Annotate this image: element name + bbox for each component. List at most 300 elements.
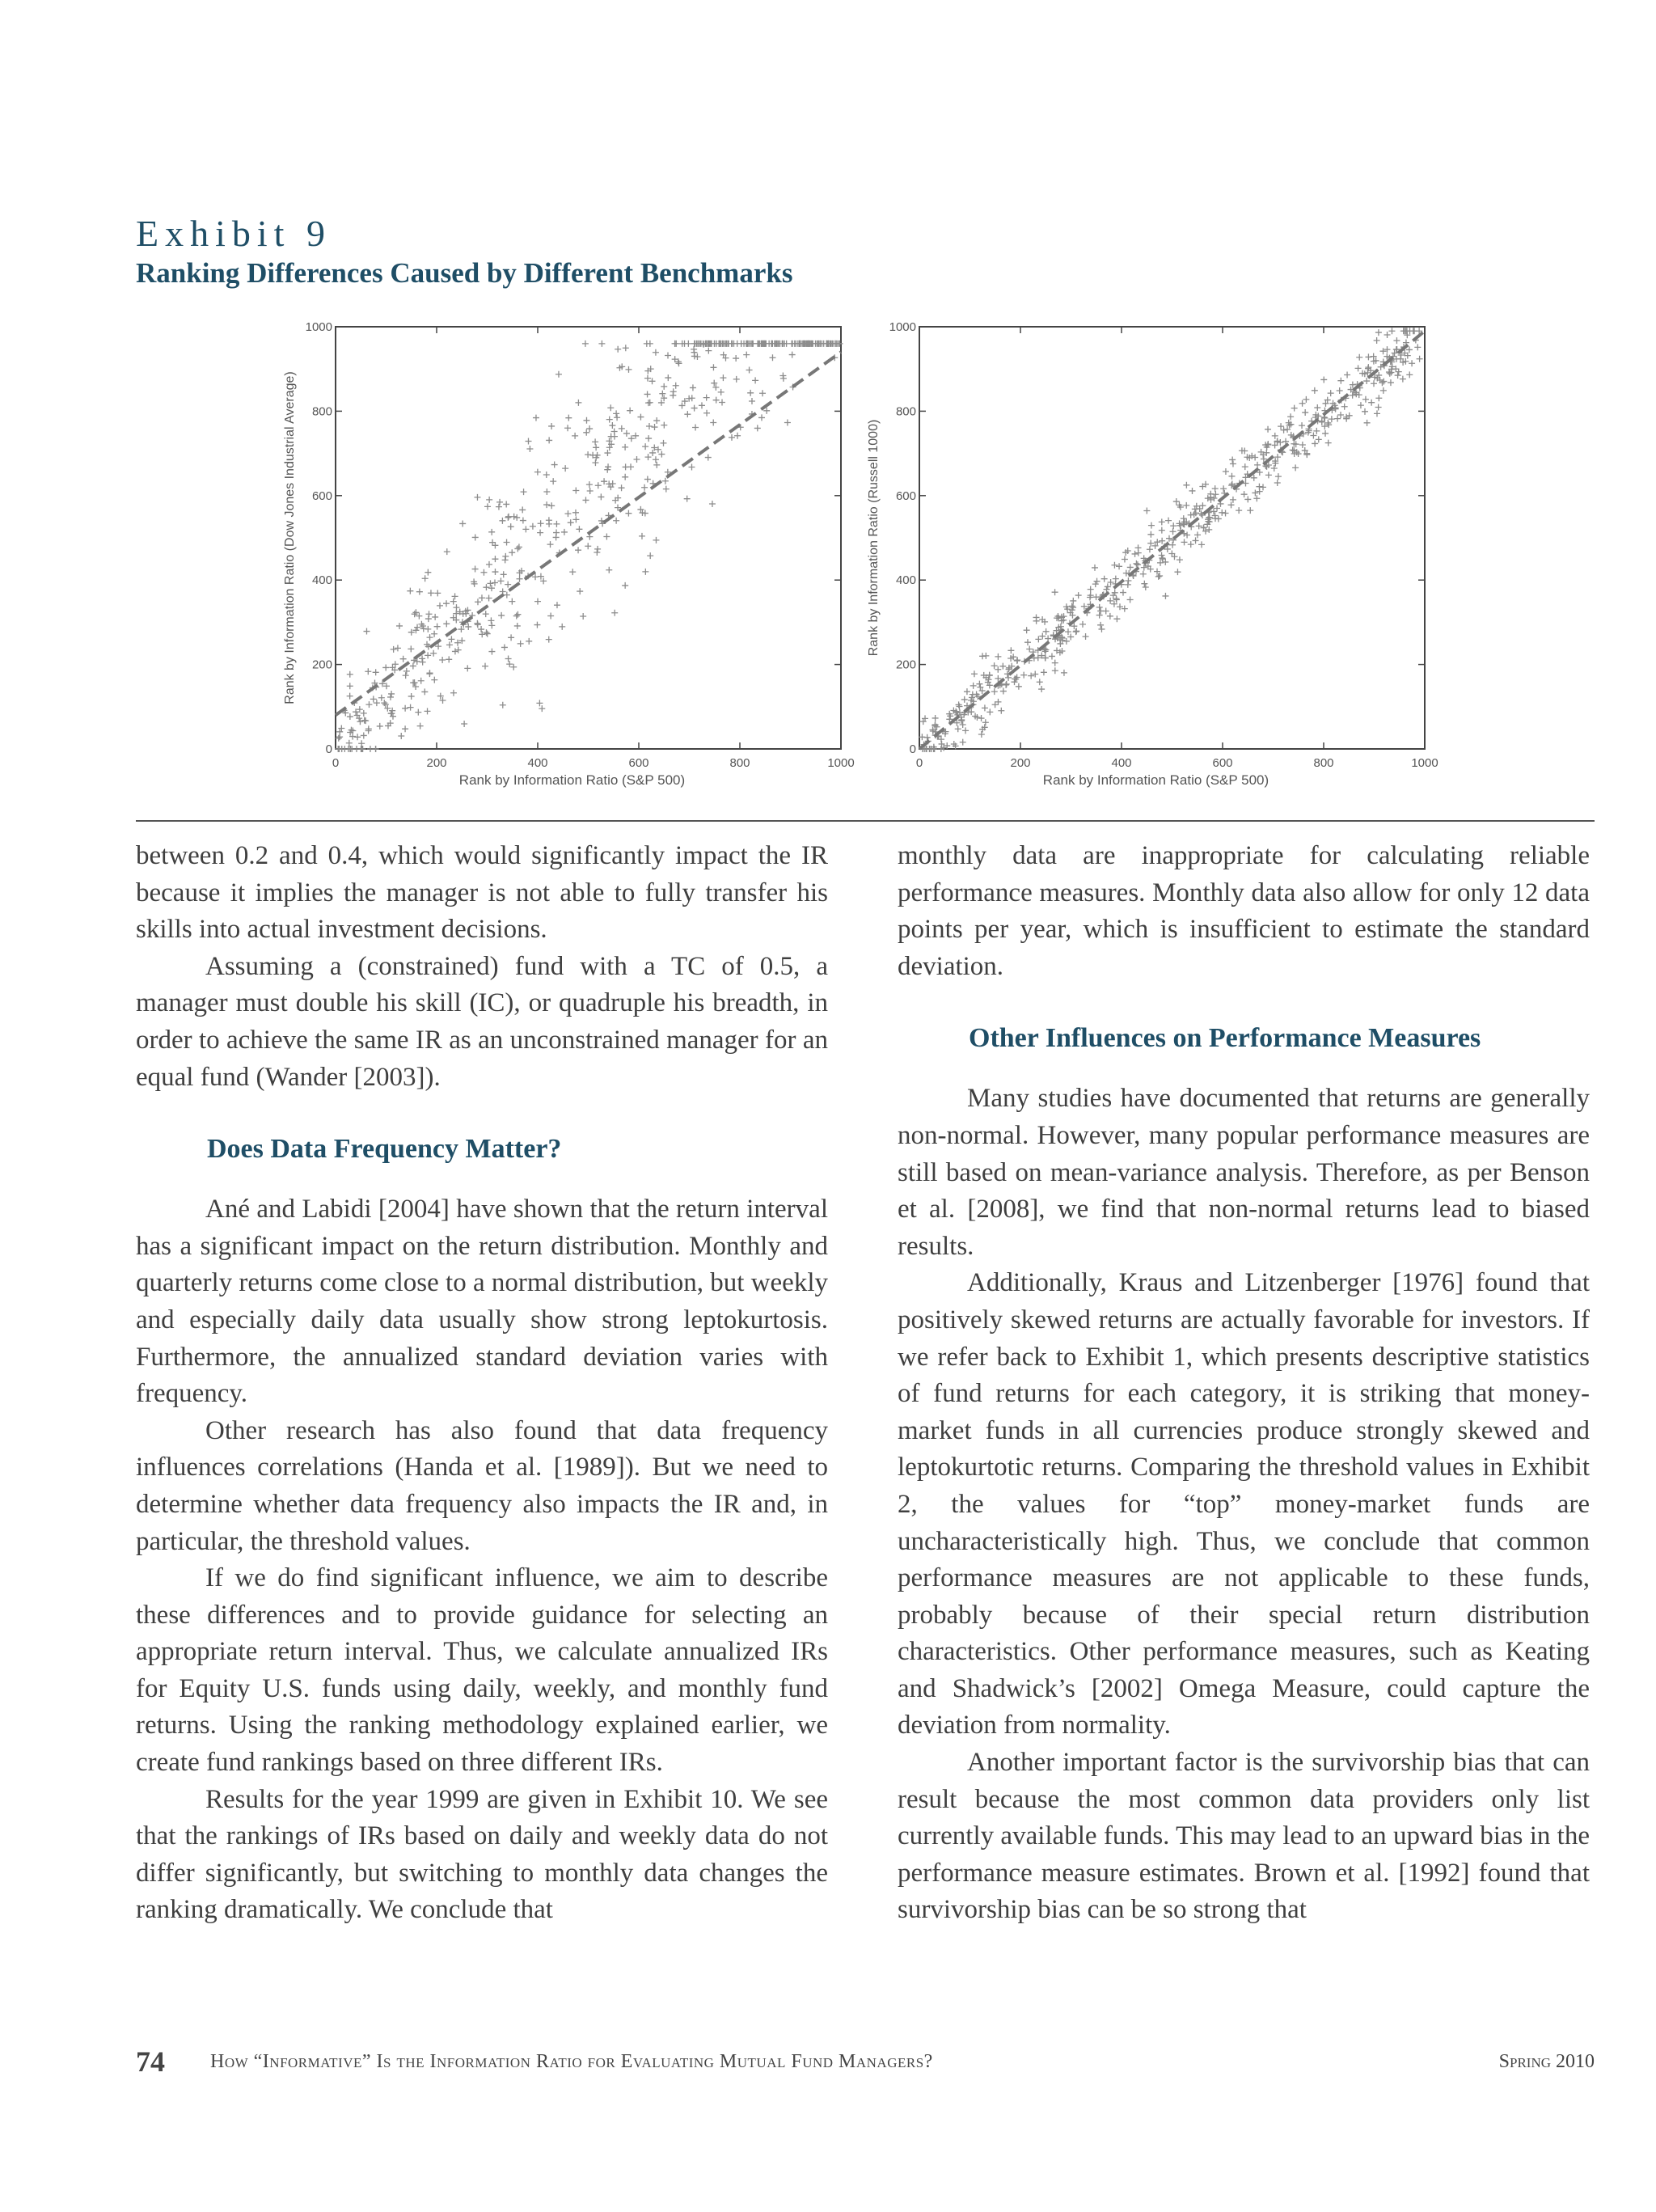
data-point — [1328, 390, 1334, 396]
data-point — [514, 623, 521, 629]
data-point — [995, 653, 1001, 660]
data-point — [647, 400, 653, 406]
data-point — [1159, 518, 1165, 525]
data-point — [562, 465, 568, 472]
data-point — [659, 391, 665, 397]
data-point — [661, 422, 667, 429]
data-point — [510, 664, 517, 670]
data-point — [1395, 372, 1401, 379]
data-point — [420, 659, 426, 666]
data-point — [509, 549, 515, 556]
data-point — [1337, 378, 1344, 384]
data-point — [362, 717, 369, 724]
data-point — [1322, 430, 1329, 437]
data-point — [1214, 505, 1220, 511]
data-point — [415, 709, 421, 716]
data-point — [534, 469, 541, 476]
data-point — [407, 588, 413, 594]
y-tick-label: 800 — [311, 404, 332, 419]
data-point — [1362, 396, 1369, 403]
data-point — [592, 438, 598, 445]
data-point — [539, 705, 545, 712]
data-point — [452, 593, 458, 599]
data-point — [377, 723, 383, 730]
data-point — [553, 521, 560, 527]
data-point — [1143, 584, 1149, 590]
data-point — [391, 646, 397, 653]
data-point — [956, 704, 962, 710]
data-point — [1275, 473, 1282, 480]
data-point — [431, 677, 437, 683]
data-point — [1220, 485, 1227, 492]
data-point — [483, 584, 489, 590]
data-point — [488, 529, 495, 535]
data-point — [609, 422, 615, 429]
x-tick-label: 0 — [332, 756, 340, 770]
section-heading: Other Influences on Performance Measures — [969, 1023, 1481, 1054]
data-point — [1083, 633, 1089, 640]
data-point — [684, 411, 691, 417]
data-point — [548, 502, 555, 509]
data-point — [1292, 464, 1299, 471]
data-point — [1380, 379, 1387, 385]
data-point — [347, 693, 353, 700]
page-footer — [136, 2045, 1595, 2082]
data-point — [1414, 344, 1421, 350]
data-point — [496, 504, 502, 510]
data-point — [546, 437, 552, 443]
data-point — [642, 443, 648, 450]
data-point — [1215, 515, 1222, 522]
data-point — [547, 612, 554, 619]
data-point — [548, 423, 555, 429]
data-point — [483, 611, 489, 617]
issue-date: Spring 2010 — [1498, 2051, 1595, 2072]
data-point — [1113, 615, 1120, 622]
data-point — [1252, 455, 1258, 461]
data-point — [504, 539, 510, 545]
data-point — [349, 746, 355, 752]
data-point — [492, 556, 498, 562]
data-point — [999, 663, 1006, 670]
data-point — [1320, 376, 1327, 383]
exhibit-label: Exhibit 9 — [136, 213, 332, 254]
data-point — [1400, 376, 1406, 383]
data-point — [446, 641, 453, 648]
data-point — [1374, 410, 1380, 417]
y-tick-label: 0 — [909, 742, 916, 756]
data-point — [1310, 432, 1316, 438]
data-point — [1236, 507, 1242, 514]
data-point — [982, 653, 989, 659]
data-point — [561, 529, 568, 535]
data-point — [526, 446, 533, 452]
data-point — [1101, 576, 1108, 582]
data-point — [502, 553, 509, 560]
data-point — [520, 518, 526, 524]
data-point — [1388, 328, 1395, 334]
paragraph: between 0.2 and 0.4, which would significantly impact the IR because it implies the manager is not able to fully transfer his skills into actual investment decisions. — [136, 841, 828, 945]
data-point — [508, 523, 514, 530]
data-point — [644, 375, 651, 382]
data-point — [428, 590, 434, 596]
data-point — [1316, 436, 1322, 442]
data-point — [752, 377, 758, 383]
y-tick-label: 600 — [895, 489, 916, 503]
data-point — [1312, 387, 1318, 394]
data-point — [1274, 480, 1281, 486]
data-point — [622, 582, 628, 589]
data-point — [1061, 670, 1067, 676]
data-point — [572, 516, 579, 522]
data-point — [982, 704, 988, 711]
data-point — [492, 569, 498, 575]
data-point — [1170, 522, 1177, 529]
data-point — [1230, 460, 1236, 467]
data-point — [1312, 440, 1318, 446]
data-point — [710, 364, 716, 370]
data-point — [1024, 639, 1031, 645]
data-point — [479, 594, 485, 601]
data-point — [478, 626, 484, 632]
data-point — [443, 620, 450, 627]
data-point — [403, 672, 409, 679]
data-point — [580, 613, 586, 620]
data-point — [1302, 409, 1308, 416]
data-point — [593, 444, 599, 450]
data-point — [615, 346, 621, 353]
data-point — [1049, 653, 1055, 659]
data-point — [1291, 405, 1298, 412]
data-point — [1135, 544, 1142, 551]
data-point — [1170, 528, 1177, 535]
data-point — [1334, 416, 1341, 422]
data-point — [543, 489, 550, 495]
data-point — [474, 494, 480, 501]
data-point — [703, 410, 710, 417]
data-point — [982, 719, 989, 725]
data-point — [749, 398, 755, 404]
data-point — [970, 683, 977, 689]
data-point — [1256, 484, 1262, 490]
data-point — [1132, 551, 1138, 557]
data-point — [1406, 371, 1413, 378]
paragraph: Other research has also found that data frequency influences correlations (Handa et al. [1989]). But we need to determine whether data frequency also impacts the IR and, in particular, the threshold values. — [136, 1415, 828, 1556]
data-point — [583, 417, 589, 424]
data-point — [526, 638, 532, 645]
data-point — [480, 569, 487, 576]
data-point — [789, 352, 796, 358]
data-point — [387, 694, 394, 700]
data-point — [661, 440, 667, 446]
data-point — [546, 521, 552, 527]
data-point — [1103, 608, 1109, 615]
data-point — [361, 732, 367, 738]
data-point — [434, 624, 441, 630]
data-point — [547, 541, 554, 548]
data-point — [692, 424, 699, 430]
data-point — [1375, 404, 1382, 410]
data-point — [665, 352, 671, 358]
data-point — [572, 433, 578, 439]
paragraph: Ané and Labidi [2004] have shown that the return interval has a significant impact on the return distribution. Monthly and quarterly returns come close to a normal distribution, but weekly and especially daily data usually show strong leptokurtosis. Furthermore, the annualized standard deviation varies with frequency. — [136, 1195, 828, 1409]
data-point — [553, 530, 560, 536]
data-point — [622, 474, 628, 480]
data-point — [414, 624, 420, 631]
data-point — [1295, 450, 1302, 457]
data-point — [784, 419, 791, 425]
data-point — [500, 702, 506, 708]
data-point — [1173, 498, 1180, 505]
data-point — [649, 450, 656, 456]
data-point — [1120, 590, 1126, 596]
data-point — [338, 725, 344, 732]
data-point — [623, 345, 629, 351]
y-tick-label: 200 — [311, 658, 332, 672]
scatter-plot-russell — [859, 317, 1465, 802]
data-point — [499, 518, 505, 524]
data-point — [365, 701, 372, 708]
data-point — [1148, 522, 1155, 529]
section-divider — [136, 820, 1595, 822]
data-point — [505, 655, 512, 662]
data-point — [361, 710, 367, 717]
data-point — [431, 631, 437, 637]
data-point — [486, 561, 492, 568]
data-point — [647, 552, 653, 559]
data-point — [488, 617, 494, 624]
data-point — [1127, 597, 1134, 603]
data-point — [1380, 387, 1387, 394]
data-point — [582, 497, 589, 503]
data-point — [1192, 505, 1198, 512]
data-point — [754, 425, 761, 431]
data-point — [564, 510, 571, 517]
data-point — [710, 419, 716, 425]
data-point — [1014, 658, 1020, 664]
data-point — [551, 462, 558, 468]
data-point — [733, 376, 740, 383]
data-point — [713, 397, 720, 404]
data-point — [1037, 679, 1043, 685]
data-point — [425, 708, 431, 714]
data-point — [1344, 372, 1350, 379]
data-point — [1127, 564, 1134, 570]
trend-line — [336, 352, 841, 715]
data-point — [388, 691, 395, 697]
data-point — [453, 604, 459, 611]
data-point — [448, 636, 454, 642]
data-point — [711, 380, 717, 387]
data-point — [594, 546, 601, 552]
data-point — [534, 622, 540, 628]
data-point — [505, 582, 511, 588]
data-point — [603, 533, 610, 539]
data-point — [484, 503, 491, 510]
data-point — [488, 622, 495, 628]
data-point — [358, 740, 365, 746]
data-point — [408, 645, 414, 652]
data-point — [509, 598, 515, 605]
data-point — [964, 688, 970, 695]
data-point — [1341, 404, 1348, 410]
data-point — [1371, 380, 1377, 387]
data-point — [733, 355, 739, 362]
data-point — [482, 663, 488, 670]
data-point — [684, 496, 691, 502]
x-tick-label: 0 — [915, 756, 923, 770]
data-point — [991, 662, 998, 669]
x-tick-label: 600 — [628, 756, 649, 770]
data-point — [1198, 541, 1205, 548]
data-point — [585, 543, 591, 549]
data-point — [474, 620, 480, 627]
data-point — [1070, 598, 1076, 604]
data-point — [986, 682, 993, 688]
scatter-plot-russell-svg — [859, 317, 1465, 802]
data-point — [443, 600, 450, 607]
data-point — [518, 641, 524, 647]
data-point — [1165, 518, 1172, 524]
data-point — [645, 435, 652, 442]
data-point — [1305, 429, 1312, 436]
data-point — [1122, 556, 1128, 562]
data-point — [604, 467, 610, 473]
data-point — [691, 405, 698, 412]
x-tick-label: 200 — [1010, 756, 1031, 770]
data-point — [689, 463, 695, 470]
data-point — [522, 526, 529, 532]
y-tick-label: 400 — [311, 573, 332, 588]
data-point — [956, 701, 962, 708]
data-point — [653, 462, 660, 468]
data-point — [673, 383, 679, 389]
y-tick-label: 1000 — [889, 320, 916, 334]
data-point — [503, 501, 509, 507]
data-point — [685, 340, 691, 347]
data-point — [1193, 537, 1199, 543]
trend-line — [919, 331, 1425, 749]
data-point — [425, 652, 431, 658]
data-point — [1020, 672, 1027, 679]
data-point — [543, 501, 550, 508]
data-point — [1181, 539, 1188, 545]
data-point — [1396, 369, 1402, 375]
x-tick-label: 400 — [1111, 756, 1132, 770]
paragraph: monthly data are inappropriate for calculating reliable performance measures. Monthly data also allow for only 12 data points per year, which is insufficient to estimate the standard deviation. — [898, 841, 1590, 981]
data-point — [611, 610, 618, 616]
data-point — [1043, 628, 1050, 635]
left-column — [136, 838, 828, 1929]
data-point — [586, 481, 593, 488]
data-point — [472, 566, 479, 573]
data-point — [452, 648, 458, 654]
data-point — [661, 383, 667, 390]
data-point — [1299, 422, 1305, 429]
data-point — [1097, 622, 1104, 628]
paragraph: Results for the year 1999 are given in Exhibit 10. We see that the rankings of IRs based on daily and weekly data do not differ significantly, but switching to monthly data changes the ranking dramatically. We conclude that — [136, 1784, 828, 1925]
data-point — [417, 723, 424, 730]
data-point — [496, 499, 503, 505]
data-point — [1033, 618, 1040, 624]
data-point — [1000, 688, 1007, 695]
page-number: 74 — [136, 2045, 165, 2078]
data-point — [1183, 502, 1189, 509]
paragraph: If we do find significant influence, we aim to describe these differences and to provide guidance for selecting an appropriate return interval. Thus, we calculate annualized IRs for Equity U.S. funds using daily, weekly, and monthly fund returns. Using the ranking methodology explained earlier, we create fund rankings based on three different IRs. — [136, 1563, 828, 1778]
data-point — [1299, 400, 1306, 407]
data-point — [613, 410, 619, 417]
y-tick-label: 1000 — [305, 320, 332, 334]
data-point — [516, 543, 522, 550]
data-point — [492, 580, 498, 586]
data-point — [1252, 489, 1258, 496]
section-heading: Does Data Frequency Matter? — [207, 1134, 562, 1165]
data-point — [623, 463, 629, 470]
data-point — [426, 611, 433, 617]
scatter-points — [919, 328, 1422, 752]
data-point — [1107, 613, 1113, 620]
data-point — [1108, 579, 1114, 586]
data-point — [1287, 413, 1294, 420]
data-point — [642, 569, 648, 575]
data-point — [691, 346, 697, 353]
data-point — [955, 725, 961, 732]
data-point — [1184, 531, 1190, 538]
data-point — [1265, 426, 1271, 433]
x-tick-label: 600 — [1212, 756, 1233, 770]
data-point — [619, 484, 625, 491]
data-point — [373, 746, 379, 752]
data-point — [403, 668, 410, 675]
paragraph: Assuming a (constrained) fund with a TC of 0.5, a manager must double his skill (IC), or quadruple his breadth, in order to achieve the same IR as an unconstrained manager for an equal fund (Wander [2003]). — [136, 951, 828, 1092]
data-point — [408, 693, 415, 700]
data-point — [747, 390, 754, 396]
data-point — [719, 399, 725, 405]
data-point — [1147, 531, 1154, 538]
data-point — [720, 374, 726, 381]
data-point — [1362, 408, 1368, 415]
data-point — [398, 733, 404, 739]
data-point — [662, 478, 669, 484]
data-point — [709, 501, 716, 507]
data-point — [960, 721, 966, 728]
data-point — [1188, 541, 1194, 548]
data-point — [1343, 414, 1350, 421]
data-point — [513, 514, 520, 521]
data-point — [585, 451, 591, 458]
data-point — [1212, 485, 1219, 492]
data-point — [506, 661, 513, 667]
data-point — [402, 705, 408, 712]
data-point — [408, 704, 414, 711]
data-point — [396, 623, 403, 629]
data-point — [505, 514, 511, 521]
data-point — [797, 340, 804, 347]
data-point — [572, 487, 579, 493]
data-point — [1365, 353, 1371, 360]
data-point — [1194, 531, 1201, 538]
paragraph: Many studies have documented that returns are generally non-normal. However, many popular performance measures are still based on mean-variance analysis. Therefore, as per Benson et al. [2008], we find that non-normal returns lead to biased results. — [898, 1084, 1590, 1261]
data-point — [663, 486, 670, 493]
data-point — [586, 425, 593, 432]
data-point — [1384, 332, 1391, 338]
data-point — [432, 614, 438, 620]
data-point — [699, 402, 705, 408]
data-point — [932, 715, 939, 721]
data-point — [1177, 556, 1183, 563]
data-point — [572, 510, 579, 516]
y-tick-label: 200 — [895, 658, 916, 672]
